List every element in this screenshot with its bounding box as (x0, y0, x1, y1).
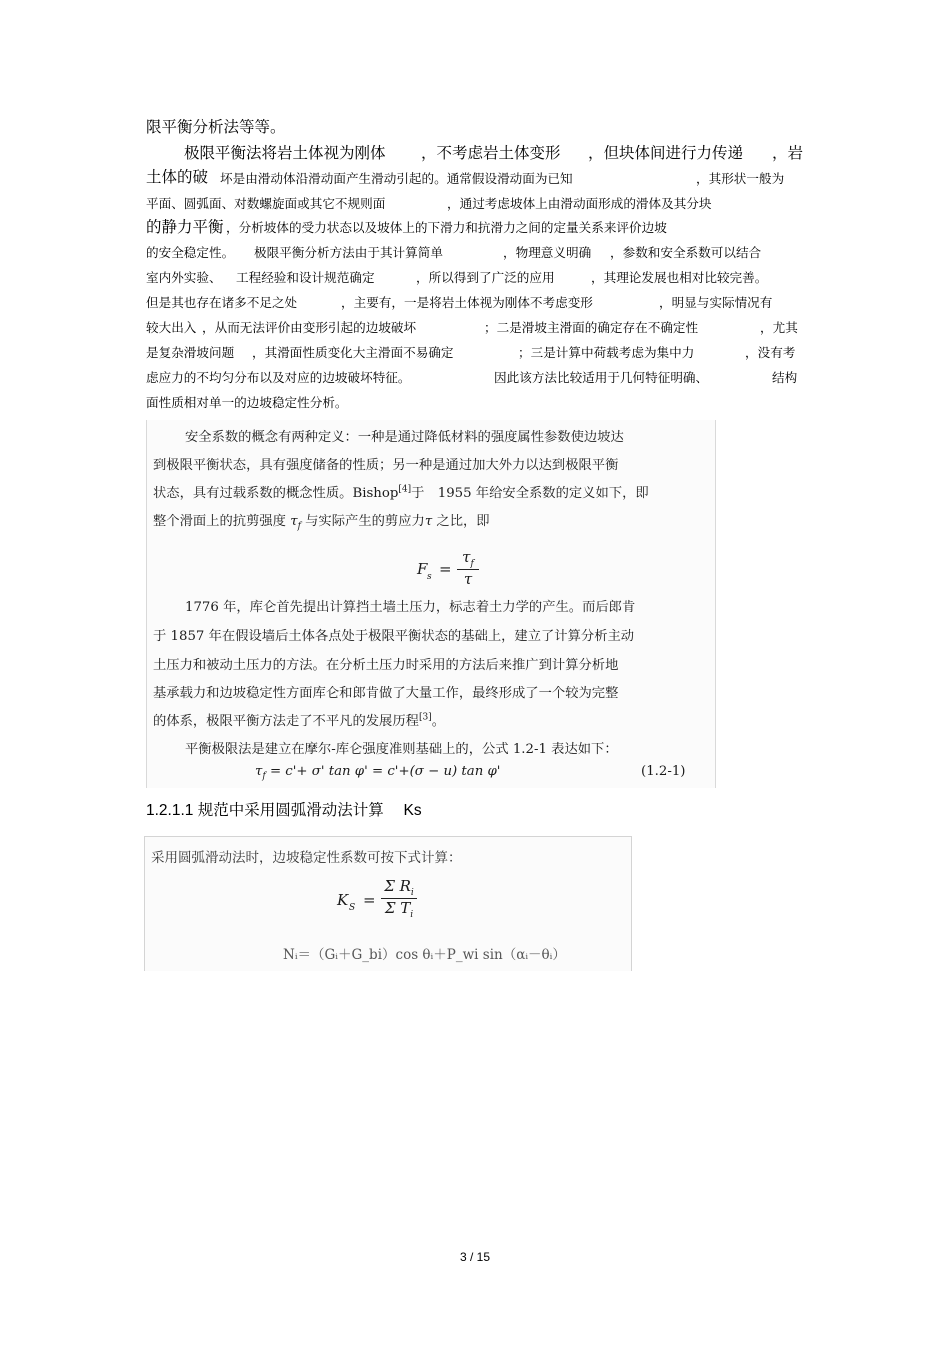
para-text: 的安全稳定性。 (146, 245, 235, 260)
section-heading: 1.2.1.1 规范中采用圆弧滑动法计算 Ks (146, 802, 422, 819)
math-subscript: f (262, 771, 266, 782)
mohr-coulomb-equation (255, 764, 500, 782)
para-line-6 (0, 245, 950, 263)
embedded-image-circular-slip (144, 836, 632, 971)
figure-text (153, 710, 445, 729)
para-text: 限平衡分析法等等。 (146, 118, 286, 136)
para-text: ，分析坡体的受力状态以及坡体上的下滑力和抗滑力之间的定量关系来评价边坡 (226, 220, 667, 235)
para-text: ，参数和安全系数可以结合 (610, 245, 762, 260)
figure-text: 到极限平衡状态，具有强度储备的性质；另一种是通过加大外力以达到极限平衡 (153, 458, 619, 473)
denominator (381, 899, 417, 920)
para-text: 面性质相对单一的边坡稳定性分析。 (146, 395, 348, 410)
para-line-5 (0, 220, 950, 238)
math-subscript: f (297, 521, 301, 532)
embedded-image-safety-factor (146, 420, 716, 788)
para-text: 平面、圆弧面、对数螺旋面或其它不规则面 (146, 196, 386, 211)
equation-number: (1.2-1) (641, 764, 686, 779)
para-text: 坏是由滑动体沿滑动面产生滑动引起的。通常假设滑动面为已知 (220, 171, 573, 186)
fraction (457, 548, 479, 588)
para-text: 虑应力的不均匀分布以及对应的边坡破坏特征。 (146, 370, 411, 385)
para-text: 是复杂滑坡问题 (146, 345, 235, 360)
math-symbol: Σ R (384, 877, 411, 895)
para-text: ，物理意义明确 (503, 245, 592, 260)
figure-text (153, 482, 649, 501)
math-subscript: f (470, 559, 474, 569)
math-subscript: i (410, 888, 414, 898)
para-line-7 (0, 270, 950, 288)
para-text: 因此该方法比较适用于几何特征明确、 (494, 370, 709, 385)
figure-text: 1776 年，库仑首先提出计算挡土墙土压力，标志着土力学的产生。而后郎肯 (185, 600, 636, 615)
denominator: τ (463, 570, 473, 588)
figure-text: 与实际产生的剪应力 (305, 514, 425, 529)
math-symbol: τ (255, 764, 263, 779)
para-text: 的静力平衡 (146, 218, 224, 236)
para-text: ，所以得到了广泛的应用 (416, 270, 555, 285)
math-symbol: Σ T (384, 899, 411, 917)
figure-text: 于 1857 年在假设墙后土体各点处于极限平衡状态的基础上，建立了计算分析主动 (153, 629, 635, 644)
figure-text: 土压力和被动土压力的方法。在分析土压力时采用的方法后来推广到计算分析地 (153, 658, 619, 673)
math-subscript: S (349, 903, 356, 913)
equals-sign: = (439, 560, 452, 578)
figure-text: 的体系，极限平衡方法走了不平凡的发展历程 (153, 714, 419, 729)
numerator (457, 548, 479, 569)
para-text: ，不考虑岩土体变形 (421, 144, 561, 162)
equals-sign: = (363, 891, 376, 909)
para-line-10 (0, 345, 950, 363)
figure-text: 于 1955 年给安全系数的定义如下，即 (411, 486, 649, 501)
citation: [3] (418, 712, 432, 723)
para-line-3 (0, 169, 950, 189)
math-symbol: τ (290, 514, 298, 529)
para-line-1 (146, 118, 286, 137)
figure-text: 采用圆弧滑动法时，边坡稳定性系数可按下式计算： (151, 850, 462, 866)
figure-text: 安全系数的概念有两种定义：一种是通过降低材料的强度属性参数使边坡达 (185, 430, 624, 445)
math-symbol: τ (462, 548, 471, 566)
fraction (381, 877, 417, 920)
para-line-11 (0, 370, 950, 388)
para-text: 结构 (772, 370, 798, 385)
para-text: ，主要有，一是将岩土体视为刚体不考虑变形 (341, 295, 593, 310)
para-text: 极限平衡分析方法由于其计算简单 (254, 245, 443, 260)
numerator (381, 877, 417, 898)
para-text: 土体的破 (146, 168, 209, 186)
para-text: ，尤其 (760, 320, 798, 335)
para-text: ，其形状一般为 (696, 171, 785, 186)
figure-text (153, 510, 490, 532)
para-line-8 (0, 295, 950, 313)
para-text: 但是其也存在诸多不足之处 (146, 295, 298, 310)
para-line-12 (146, 395, 348, 410)
para-text: ，通过考虑坡体上由滑动面形成的滑体及其分块 (447, 196, 712, 211)
citation: [4] (398, 484, 412, 495)
para-text: ，从而无法评价由变形引起的边坡破坏 (202, 320, 417, 335)
para-text: 工程经验和设计规范确定 (236, 270, 375, 285)
math-symbol: K (337, 891, 349, 909)
figure-text: 基承载力和边坡稳定性方面库仑和郎肯做了大量工作，最终形成了一个较为完整 (153, 686, 619, 701)
para-text: ，没有考 (745, 345, 796, 360)
para-text: ，其滑面性质变化大主滑面不易确定 (252, 345, 454, 360)
para-text: ，但块体间进行力传递 (588, 144, 744, 162)
para-text: 室内外实验、 (146, 270, 222, 285)
figure-text: 状态，具有过载系数的概念性质。Bishop (153, 486, 399, 501)
figure-text: 平衡极限法是建立在摩尔-库仑强度准则基础上的，公式 1.2-1 表达如下： (185, 742, 618, 757)
para-text: 极限平衡法将岩土体视为刚体 (184, 144, 386, 162)
para-text: ；二是滑坡主滑面的确定存在不确定性 (484, 320, 699, 335)
para-line-2 (0, 144, 950, 164)
equation-rhs: = c'+ σ' tan φ' = c'+(σ − u) tan φ' (269, 764, 501, 779)
math-symbol: F (417, 560, 428, 578)
math-symbol: τ (424, 514, 433, 529)
para-text: ；三是计算中荷载考虑为集中力 (518, 345, 695, 360)
math-subscript: s (427, 572, 432, 582)
para-text: ，其理论发展也相对比较完善。 (591, 270, 768, 285)
para-text: 较大出入 (146, 320, 197, 335)
page-number: 3 / 15 (459, 1250, 491, 1264)
figure-text: 。 (431, 714, 445, 729)
normal-force-equation: Nᵢ＝（Gᵢ＋G_bi）cos θᵢ＋P_wi sin（αᵢ－θᵢ） (283, 947, 566, 963)
para-line-9 (0, 320, 950, 338)
para-text: ，明显与实际情况有 (659, 295, 773, 310)
math-subscript: i (410, 910, 414, 920)
para-line-4 (0, 196, 950, 214)
figure-text: 整个滑面上的抗剪强度 (153, 514, 286, 529)
para-text: ，岩 (772, 144, 804, 162)
figure-text: 之比，即 (436, 514, 490, 529)
